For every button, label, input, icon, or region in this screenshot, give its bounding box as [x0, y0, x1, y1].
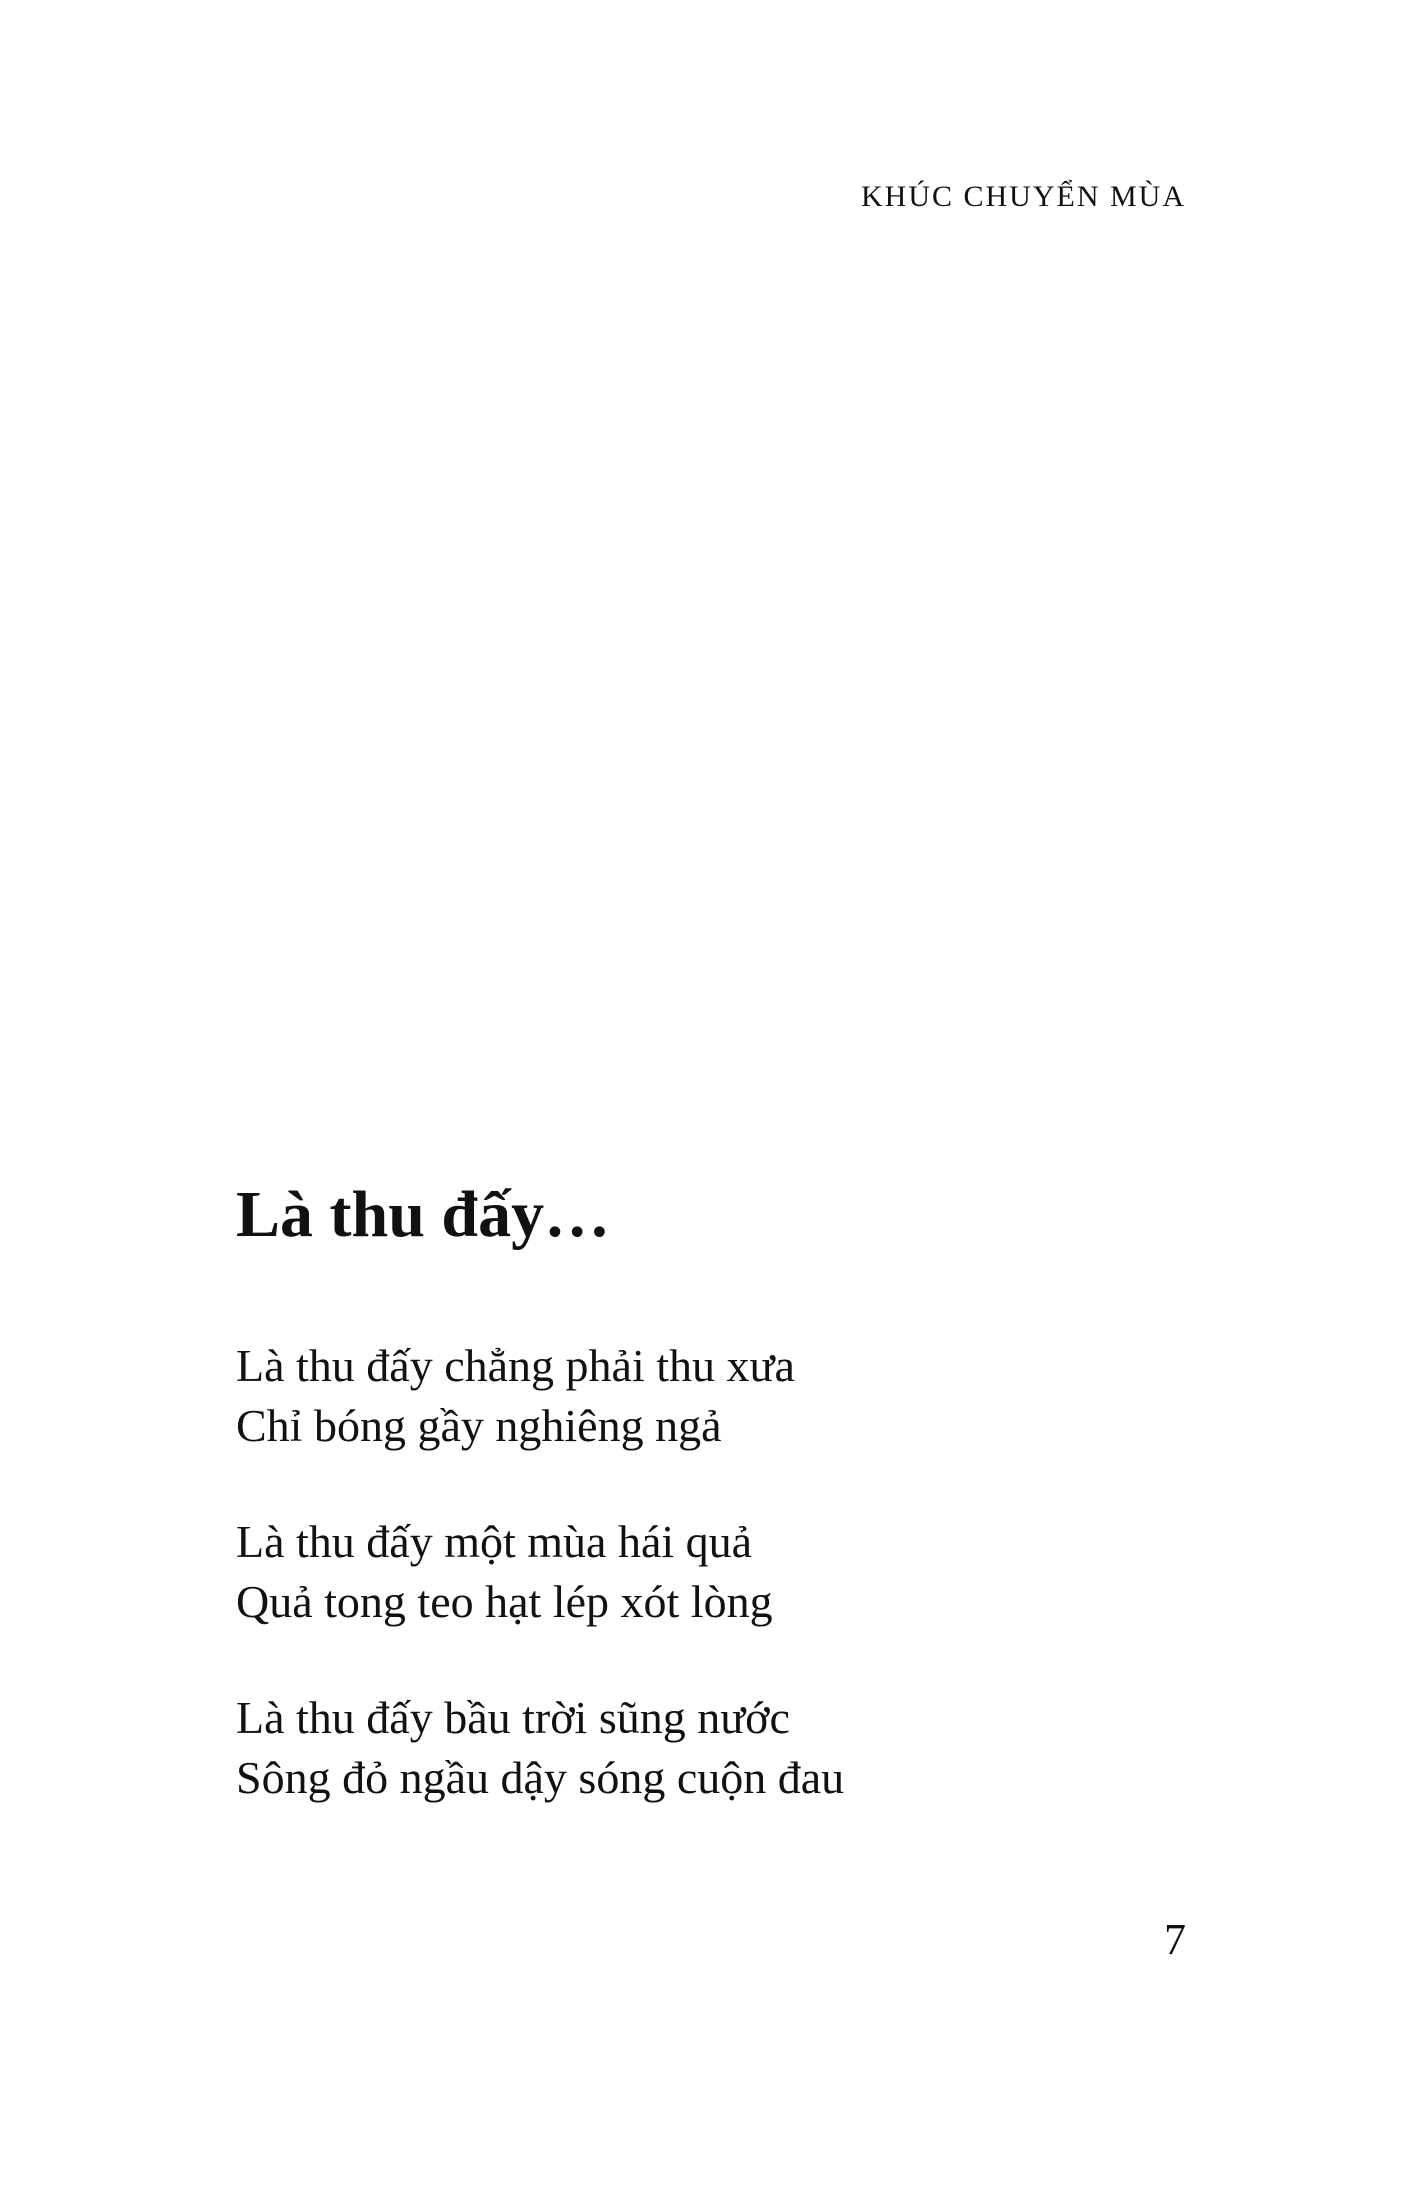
poem — [236, 1178, 1196, 1864]
poem-line: Chỉ bóng gầy nghiêng ngả — [236, 1400, 722, 1451]
page-number: 7 — [1164, 1915, 1186, 1964]
running-header: KHÚC CHUYỂN MÙA — [860, 180, 1186, 213]
poem-line: Quả tong teo hạt lép xót lòng — [236, 1576, 773, 1627]
poem-title: Là thu đấy… — [236, 1178, 611, 1251]
stanza-3 — [236, 1688, 1196, 1808]
poem-line: Sông đỏ ngầu dậy sóng cuộn đau — [236, 1752, 845, 1803]
stanza-1 — [236, 1336, 1196, 1456]
stanza-2 — [236, 1512, 1196, 1632]
poem-line: Là thu đấy bầu trời sũng nước — [236, 1692, 790, 1743]
poem-line: Là thu đấy một mùa hái quả — [236, 1516, 753, 1567]
poem-line: Là thu đấy chẳng phải thu xưa — [236, 1340, 795, 1391]
